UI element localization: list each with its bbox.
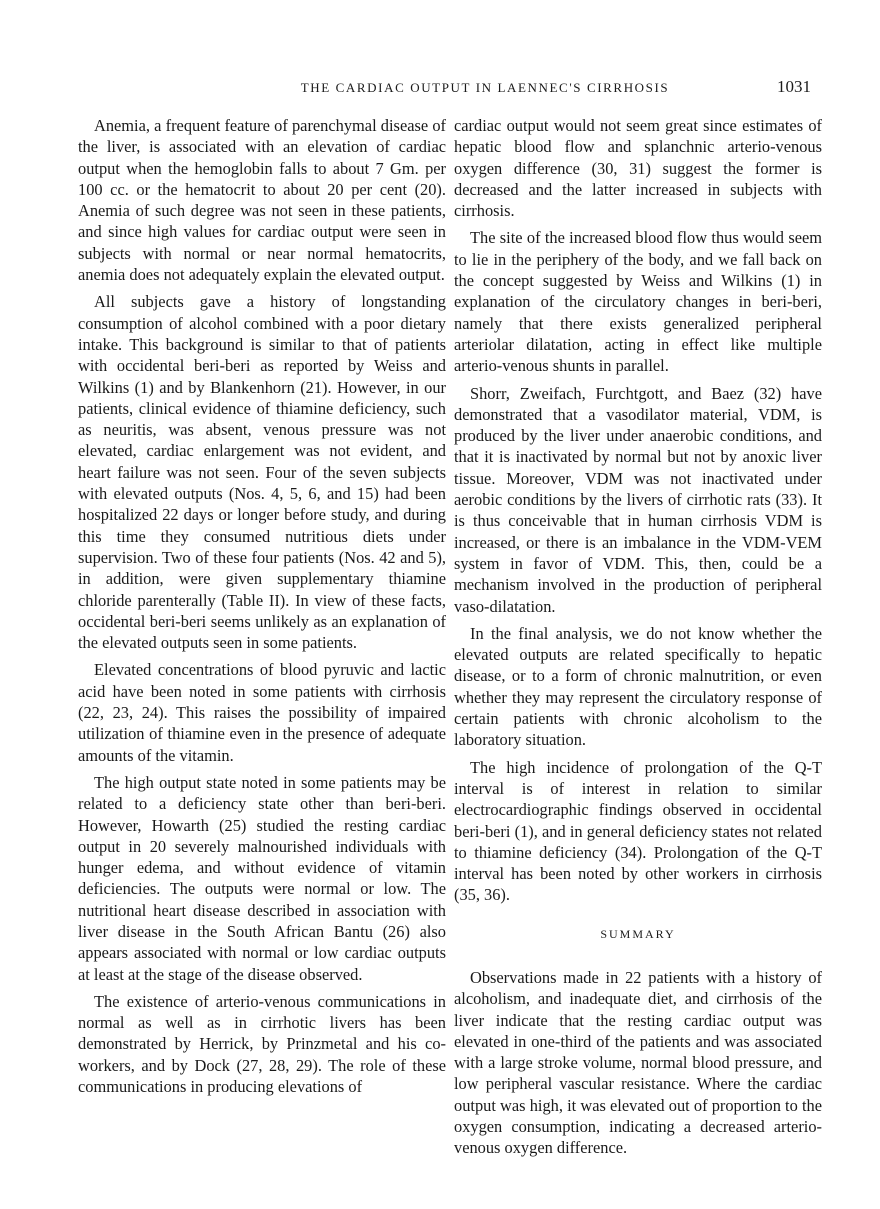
page-number: 1031 (777, 77, 811, 96)
summary-heading: SUMMARY (600, 926, 676, 941)
paragraph-anemia: Anemia, a frequent feature of parenchymal disease of the liver, is associated with an elevation of cardiac output when the hemoglobin falls to about 7 Gm. per 100 cc. or the hematocrit to about 20 per cent (20). Anemia of such degree was not seen in these patients, and since high values for cardiac output were seen in subjects with normal or near normal hematocrits, anemia does not adequately explain the elevated output. (78, 116, 446, 285)
paragraph-arterio-venous: The existence of arterio-venous communications in normal as well as in cirrhotic livers has been demonstrated by Herrick, by Prinzmetal and his co-workers, and by Dock (27, 28, 29). The role of these communications in producing elevations of (78, 991, 446, 1097)
paragraph-final-analysis: In the final analysis, we do not know whether the elevated outputs are related specifically to hepatic disease, or to a form of chronic malnutrition, or even whether they may represent the circulatory response of certain patients with chronic alcoholism to the laboratory situation. (454, 623, 822, 750)
paragraph-summary: Observations made in 22 patients with a history of alcoholism, and inadequate diet, and cirrhosis of the liver indicate that the resting cardiac output was elevated in one-third of the patients and was associated with a large stroke volume, normal blood pressure, and low peripheral vascular resistance. Where the cardiac output was high, it was elevated out of proportion to the oxygen consumption, indicating a decreased arterio-venous oxygen difference. (454, 967, 822, 1158)
paragraph-continued: cardiac output would not seem great since estimates of hepatic blood flow and splanchnic arterio-venous oxygen difference (30, 31) suggest the former is decreased and the latter increased in subjects with cirrhosis. (454, 116, 822, 221)
paragraph-alcohol-history: All subjects gave a history of longstanding consumption of alcohol combined with a poor dietary intake. This background is similar to that of patients with occidental beri-beri as reported by Weiss and Wilkins (1) and by Blankenhorn (21). However, in our patients, clinical evidence of thiamine deficiency, such as neuritis, was absent, venous pressure was not elevated, cardiac enlargement was not evident, and heart failure was not seen. Four of the seven subjects with elevated outputs (Nos. 4, 5, 6, and 15) had been hospitalized 22 days or longer before study, and during this time they consumed nutritious diets under supervision. Two of these four patients (Nos. 42 and 5), in addition, were given supplementary thiamine chloride parenterally (Table II). In view of these facts, occidental beri-beri seems unlikely as an explanation of the elevated outputs seen in some patients. (78, 292, 446, 653)
running-title: THE CARDIAC OUTPUT IN LAENNEC'S CIRRHOSIS (300, 80, 670, 95)
right-column (454, 115, 822, 1165)
paragraph-qt-interval: The high incidence of prolongation of the Q-T interval is of interest in relation to similar electrocardiographic findings observed in occidental beri-beri (1), and in general deficiency states not related to thiamine deficiency (34). Prolongation of the Q-T interval has been noted by other workers in cirrhosis (35, 36). (454, 757, 822, 905)
paragraph-deficiency-state: The high output state noted in some patients may be related to a deficiency state other than beri-beri. However, Howarth (25) studied the resting cardiac output in 20 severely malnourished individuals with hunger edema, and without evidence of vitamin deficiencies. The outputs were normal or low. The nutritional heart disease described in association with liver disease in the South African Bantu (26) also appears associated with normal or low cardiac outputs at least at the stage of the disease observed. (78, 772, 446, 984)
paragraph-blood-flow-site: The site of the increased blood flow thus would seem to lie in the periphery of the body, and we fall back on the concept suggested by Weiss and Wilkins (1) in explanation of the circulatory changes in beri-beri, namely that there exists generalized peripheral arteriolar dilatation, acting in effect like multiple arterio-venous shunts in parallel. (454, 228, 822, 376)
left-column (78, 115, 446, 1103)
paragraph-pyruvic-acid: Elevated concentrations of blood pyruvic and lactic acid have been noted in some patients with cirrhosis (22, 23, 24). This raises the possibility of impaired utilization of thiamine even in the presence of adequate amounts of the vitamin. (78, 660, 446, 765)
paragraph-vdm: Shorr, Zweifach, Furchtgott, and Baez (32) have demonstrated that a vasodilator material, VDM, is produced by the liver under anaerobic conditions, and that it is inactivated by normal but not by anoxic liver tissue. Moreover, VDM was not inactivated under aerobic conditions by the livers of cirrhotic rats (33). It is thus conceivable that in human cirrhosis VDM is increased, or there is an imbalance in the VDM-VEM system in favor of VDM. This, then, could be a mechanism involved in the production of peripheral vaso-dilatation. (454, 383, 822, 616)
